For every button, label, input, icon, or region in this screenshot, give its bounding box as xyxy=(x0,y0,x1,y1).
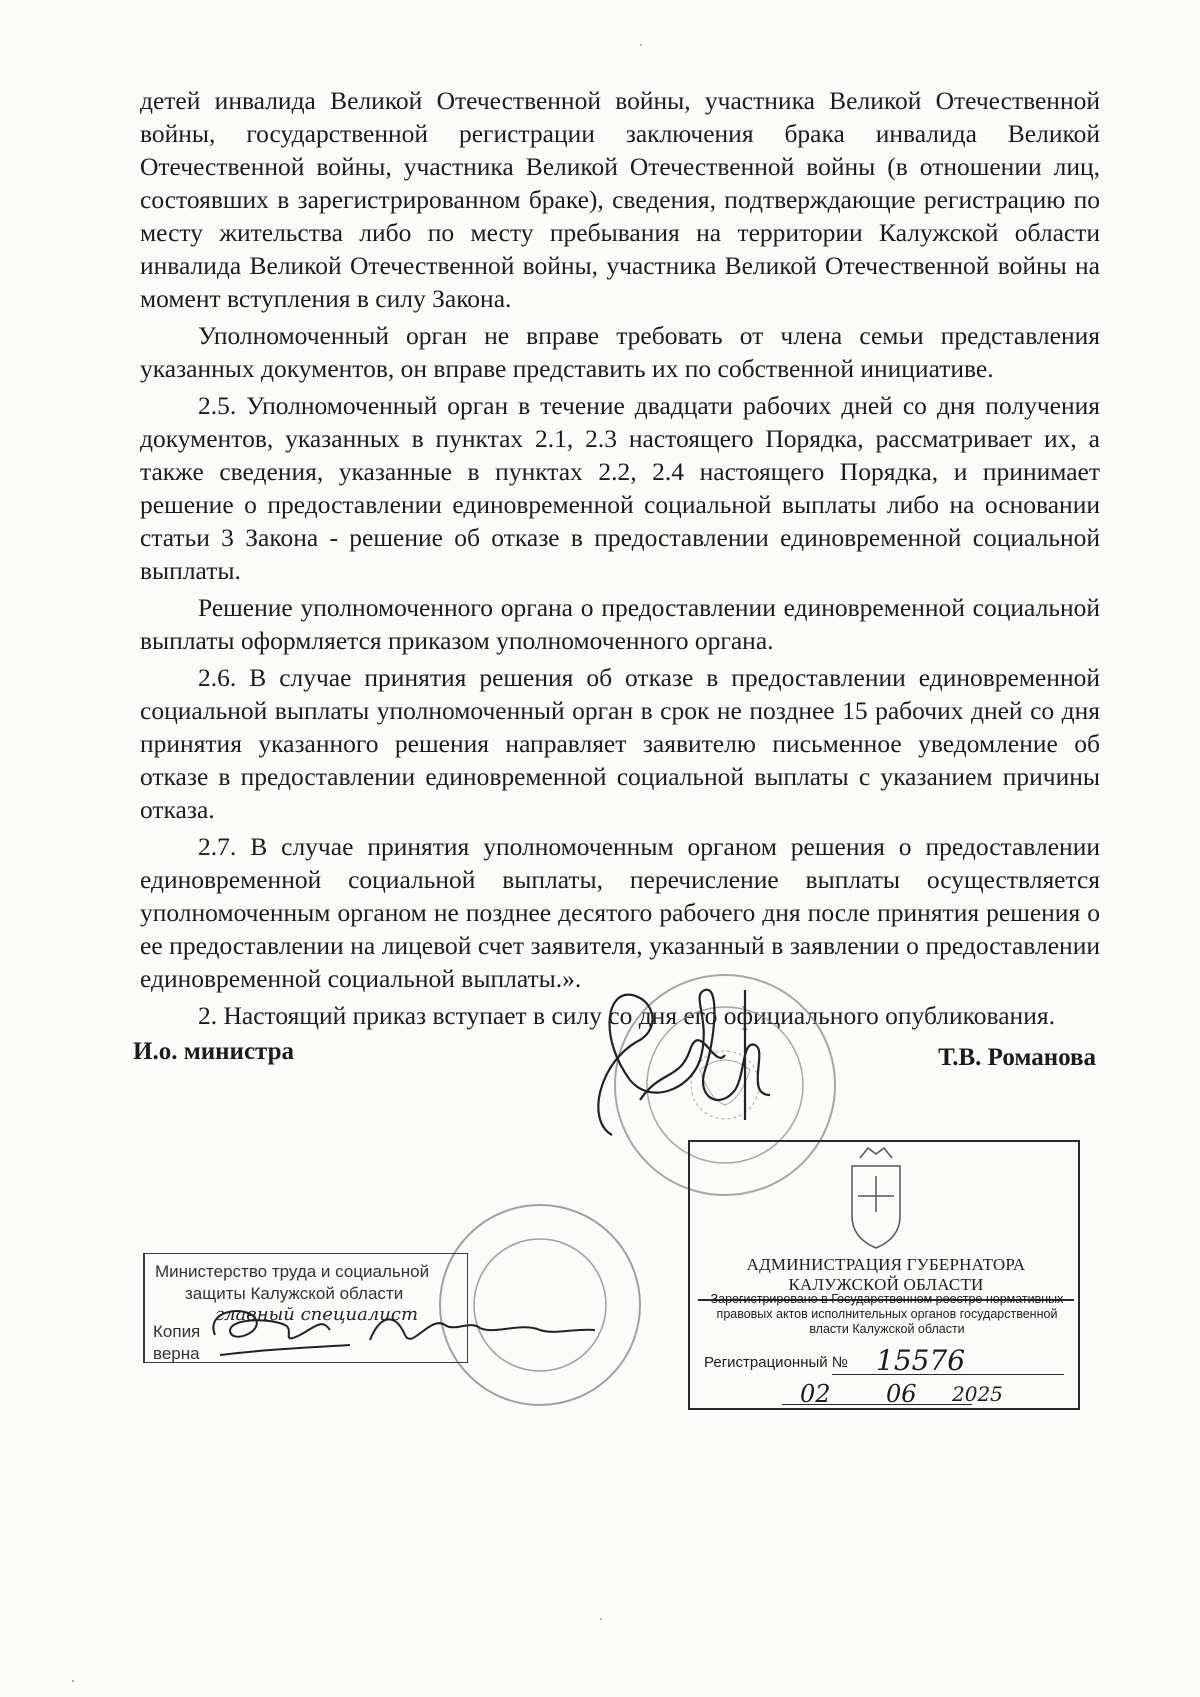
scan-speck xyxy=(640,44,642,46)
scan-speck xyxy=(72,1680,74,1682)
personnel-seal-icon xyxy=(440,1205,640,1405)
registration-number-label: Регистрационный № xyxy=(704,1354,848,1371)
copy-stamp-word-true: верна xyxy=(153,1344,200,1363)
paragraph-authority-right: Уполномоченный орган не вправе требовать от члена семьи представления указанных документов, он вправе представить их по собственной инициативе. xyxy=(140,321,1100,383)
copy-stamp-handwritten-position: главный специалист xyxy=(215,1304,419,1325)
registration-stamp-text: Зарегистрировано в Государственном реестре нормативных правовых актов исполнительных органов государственной власти Калужской области xyxy=(710,1292,1064,1336)
registration-stamp xyxy=(688,1140,1080,1410)
copy-stamp-word-copy: Копия xyxy=(153,1322,201,1341)
scan-speck xyxy=(600,1618,602,1620)
copy-certification-stamp xyxy=(143,1253,468,1363)
paragraph-effective-date: 2. Настоящий приказ вступает в силу со дня его официального опубликования. xyxy=(198,1001,1055,1030)
signer-title: И.о. министра xyxy=(133,1038,295,1065)
registration-stamp-title: АДМИНИСТРАЦИЯ ГУБЕРНАТОРА КАЛУЖСКОЙ ОБЛАСТИ xyxy=(698,1255,1074,1301)
paragraph-2-7: 2.7. В случае принятия уполномоченным органом решения о предоставлении единовременной социальной выплаты, перечисление выплаты осуществляется уполномоченным органом не позднее десятого рабочего дня после принятия решения о ее предоставлении на лицевой счет заявителя, указанный в заявлении о предоставлении единовременной социальной выплаты.». xyxy=(140,832,1100,993)
paragraph-2-5: 2.5. Уполномоченный орган в течение двадцати рабочих дней со дня получения документов, указанных в пунктах 2.1, 2.3 настоящего Порядка, рассматривает их, а также сведения, указанные в пунктах 2.2, 2.4 настоящего Порядка, и принимает решение о предоставлении единовременной социальной выплаты либо на основании статьи 3 Закона - решение об отказе в предоставлении единовременной социальной выплаты. xyxy=(140,391,1100,585)
document-body xyxy=(140,84,1100,1032)
paragraph-continued: детей инвалида Великой Отечественной войны, участника Великой Отечественной войны, государственной регистрации заключения брака инвалида Великой Отечественной войны, участника Великой Отечественной войны (в отношении лиц, состоявших в зарегистрированном браке), сведения, подтверждающие регистрацию по месту жительства либо по месту пребывания на территории Калужской области инвалида Великой Отечественной войны, участника Великой Отечественной войны на момент вступления в силу Закона. xyxy=(140,86,1100,313)
copy-stamp-org-line2: защиты Калужской области xyxy=(185,1284,404,1303)
registration-number: 15576 xyxy=(876,1344,966,1377)
registration-date-month: 06 xyxy=(886,1380,917,1408)
copy-stamp-org-line1: Министерство труда и социальной xyxy=(155,1262,430,1281)
registration-date-day: 02 xyxy=(800,1380,831,1408)
signer-name: Т.В. Романова xyxy=(938,1044,1096,1071)
registration-date-year: 2025 xyxy=(952,1382,1003,1406)
paragraph-2-6: 2.6. В случае принятия решения об отказе в предоставлении единовременной социальной выплаты уполномоченный орган в срок не позднее 15 рабочих дней со дня принятия указанного решения направляет заявителю письменное уведомление об отказе в предоставлении единовременной социальной выплаты с указанием причины отказа. xyxy=(140,663,1100,824)
paragraph-decision-order: Решение уполномоченного органа о предоставлении единовременной социальной выплаты оформляется приказом уполномоченного органа. xyxy=(140,593,1100,655)
